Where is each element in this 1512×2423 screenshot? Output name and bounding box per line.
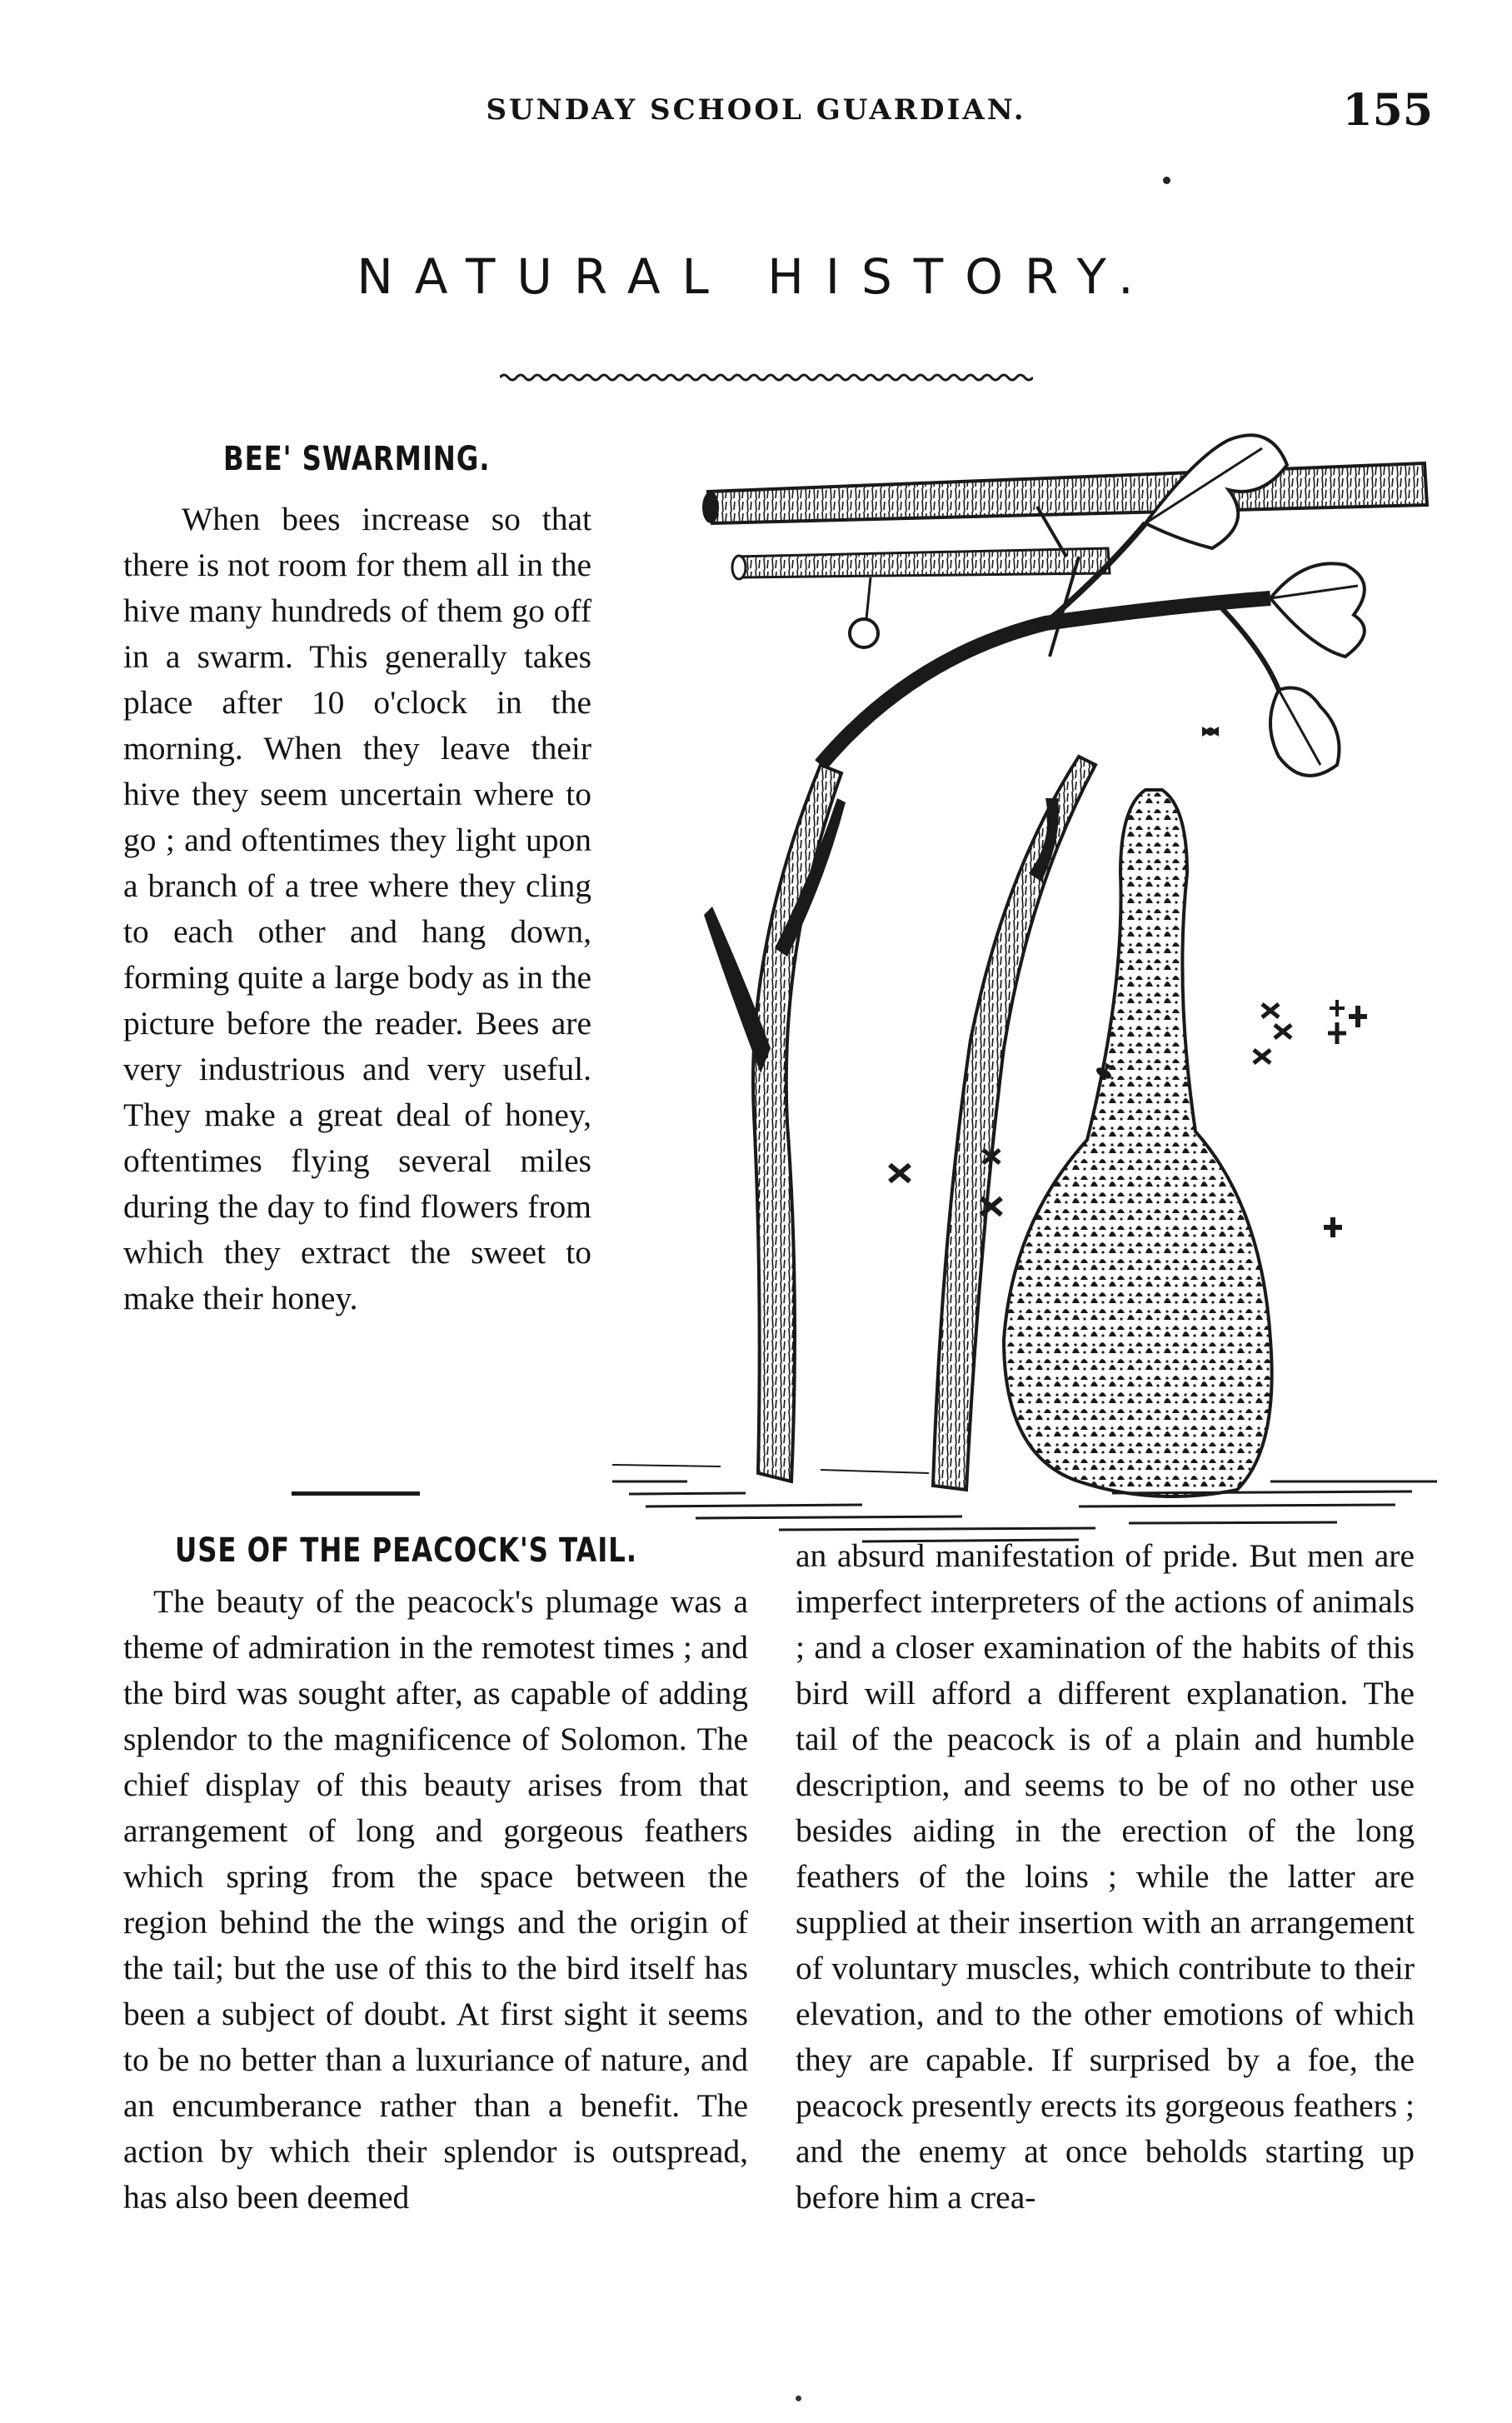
page-number: 155 — [1342, 85, 1433, 136]
print-speck — [1163, 177, 1170, 184]
hanging-swarm — [1004, 790, 1272, 1496]
peacock-article-column-2 — [796, 1533, 1415, 2221]
print-speck — [796, 2396, 801, 2401]
running-head: SUNDAY SCHOOL GUARDIAN. — [486, 93, 1026, 127]
article-separator-rule — [292, 1491, 420, 1496]
peacock-article-heading: USE OF THE PEACOCK'S TAIL. — [175, 1531, 637, 1570]
peacock-article-paragraph-continued: an absurd manifestation of pride. But men are imperfect interpreters of the actions of animals ; and a closer examination of the habits of this bird will afford a different explanation. The tail of the peacock is of a plain and humble description, and seems to be of no other use besides aiding in the erection of the long feathers of the loins ; while the latter are supplied at their insertion with an arrangement of voluntary muscles, which contribute to their elevation, and to the other emotions of which they are capable. If surprised by a foe, the peacock presently erects its gorgeous feathers ; and the enemy at once beholds starting up before him a crea- — [796, 1537, 1415, 2216]
bee-article-body — [123, 497, 591, 1321]
bee-article-paragraph: When bees increase so that there is not room for them all in the hive many hundreds of them go off in a swarm. This generally takes place after 10 o'clock in the morning. When they leave their hive they seem uncertain where to go ; and oftentimes they light upon a branch of a tree where they cling to each other and hang down, forming quite a large body as in the picture before the reader. Bees are very industrious and very useful. They make a great deal of honey, oftentimes flying several miles during the day to find flowers from which they extract the sweet to make their honey. — [123, 501, 592, 1316]
peacock-article-paragraph: The beauty of the peacock's plumage was a theme of admiration in the remotest times ; and the bird was sought after, as capable of adding splendor to the magnificence of Solomon. The chief display of this beauty arises from that arrangement of long and gorgeous feathers which spring from the space between the region behind the the wings and the origin of the tail; but the use of this to the bird itself has been a subject of doubt. At first sight it seems to be no better than a luxuriance of nature, and an encumberance rather than a benefit. The action by which their splendor is outspread, has also been deemed — [123, 1583, 748, 2216]
bee-article-heading: BEE' SWARMING. — [223, 440, 491, 478]
bee-swarm-illustration — [612, 407, 1437, 1548]
peacock-article-column-1 — [123, 1579, 748, 2221]
section-title: NATURAL HISTORY. — [357, 248, 1155, 305]
ground — [612, 1465, 1437, 1541]
wavy-rule — [500, 367, 1033, 388]
